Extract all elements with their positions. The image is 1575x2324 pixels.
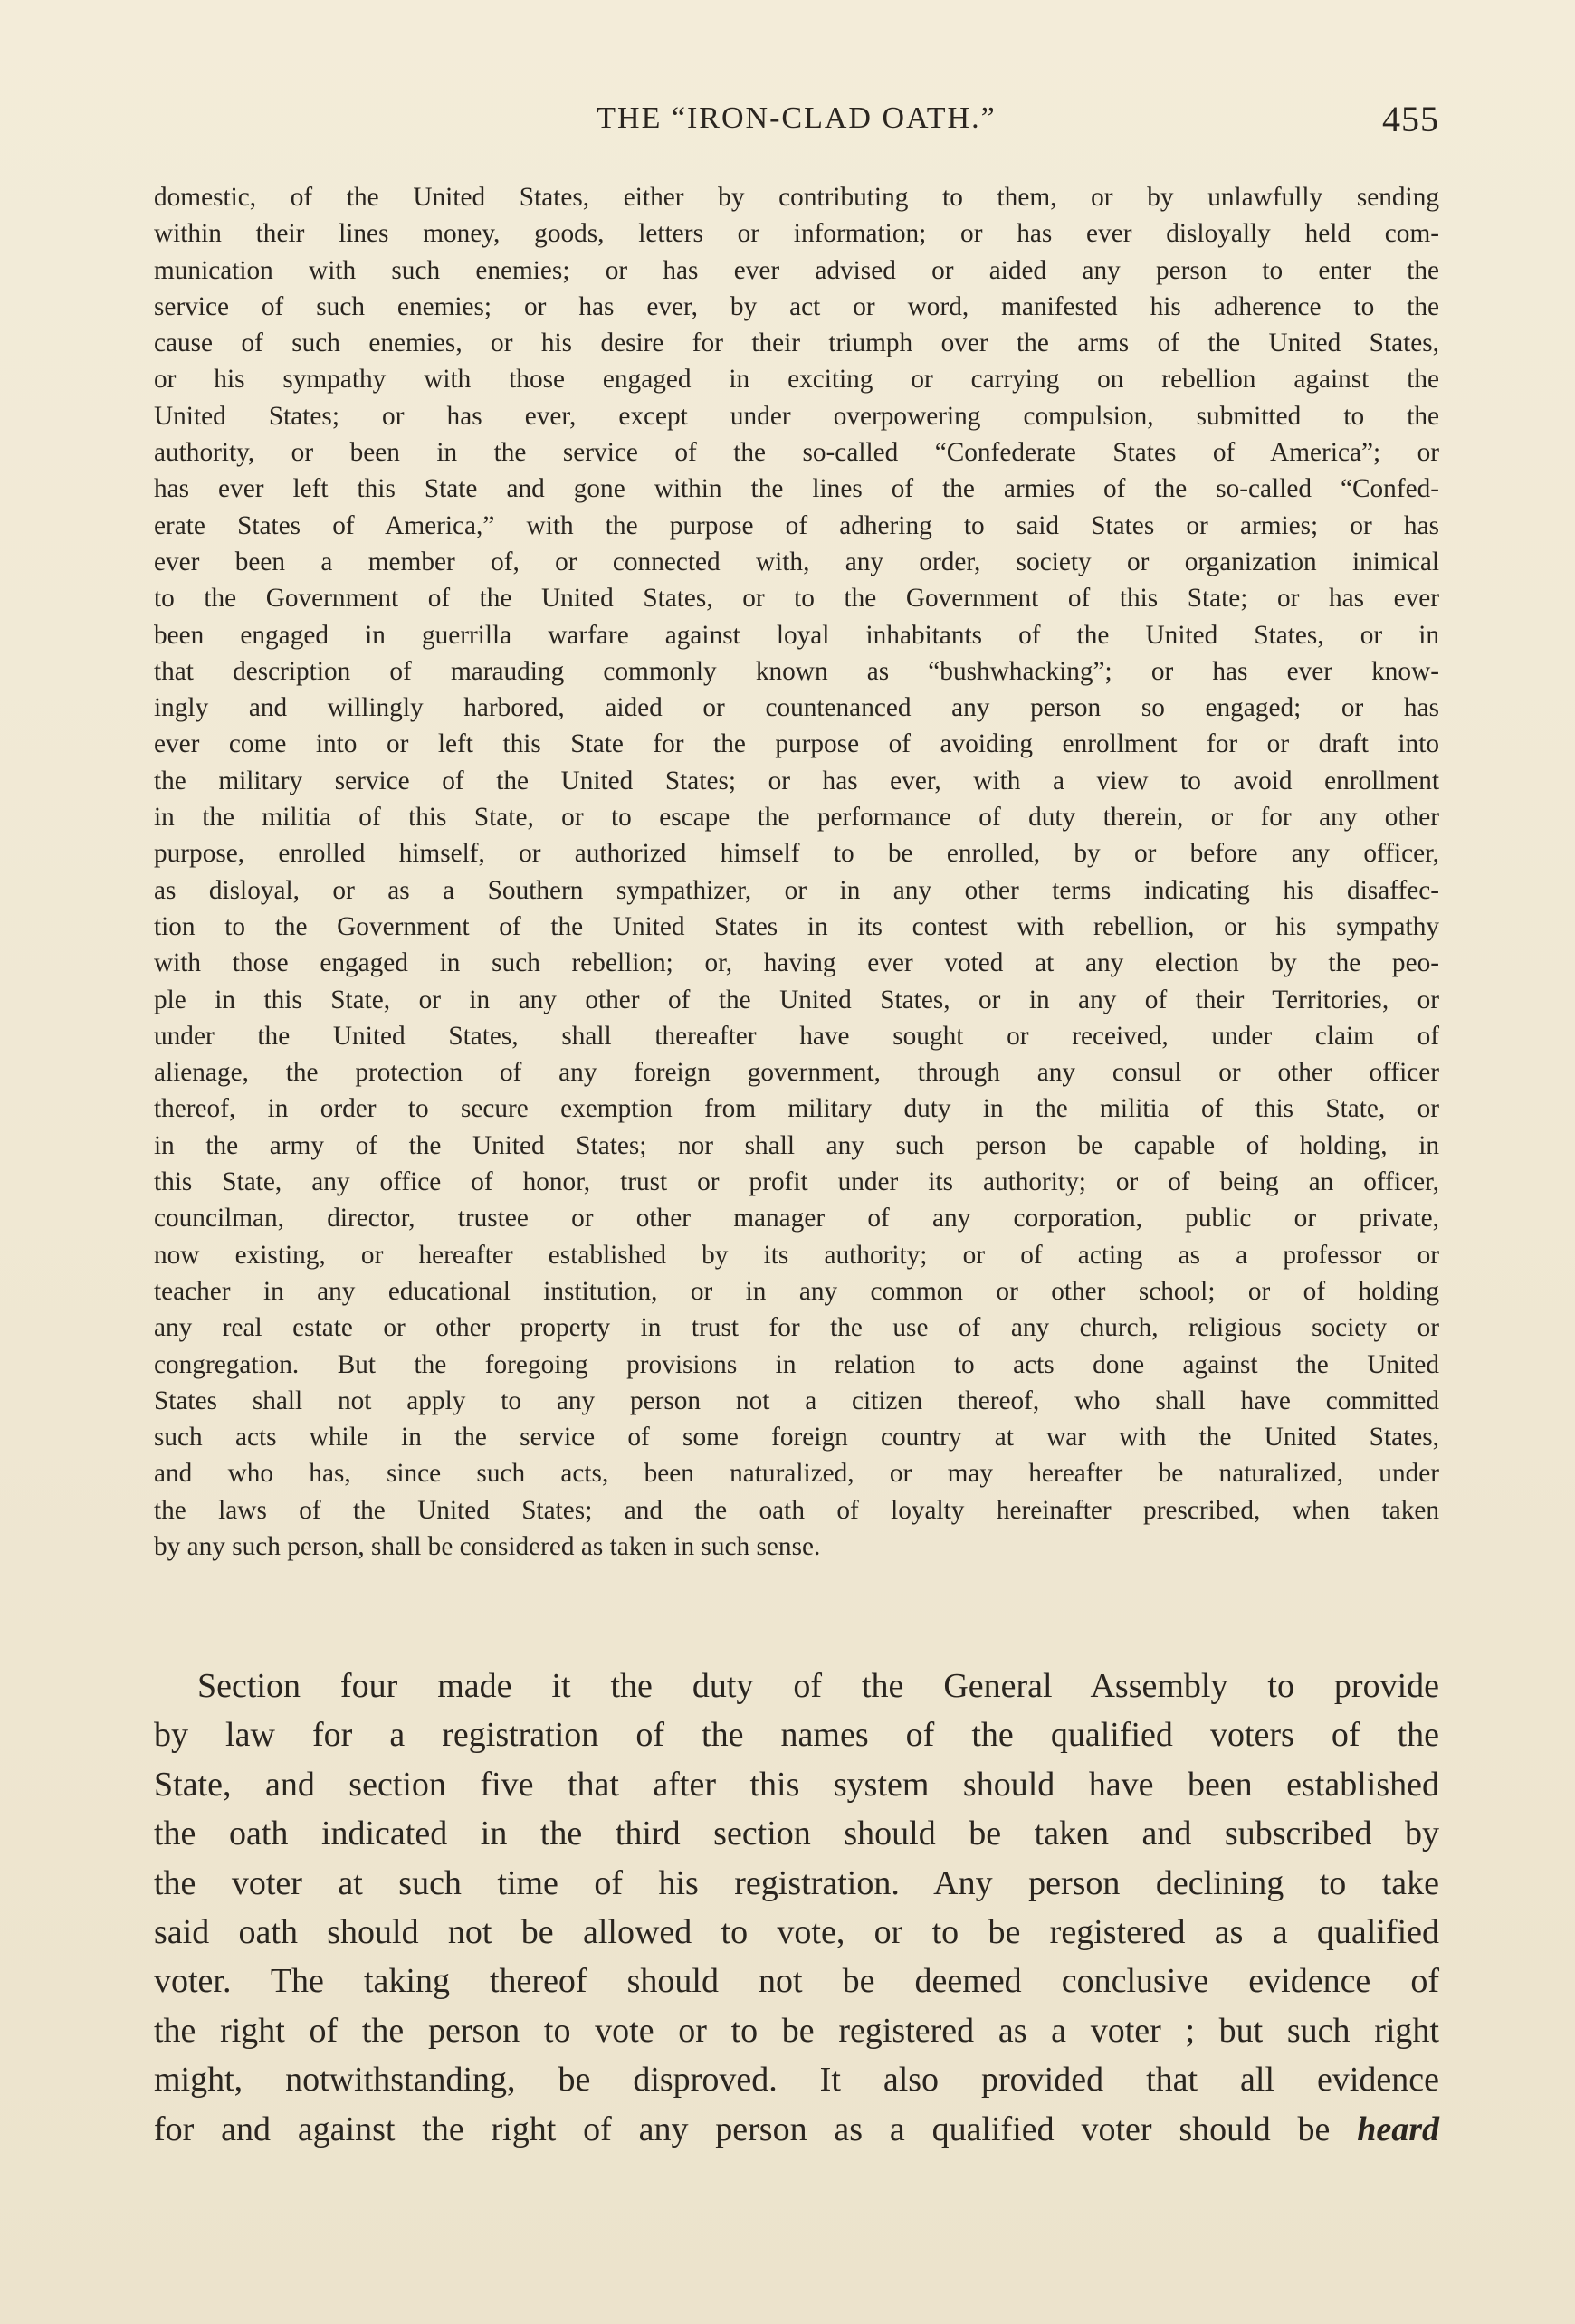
page-header <box>154 101 1439 156</box>
quote-line: authority, or been in the service of the so-called “Confederate States of America”; or <box>154 438 1439 468</box>
quote-line: ingly and willingly harbored, aided or countenanced any person so engaged; or has <box>154 693 1439 723</box>
quoted-constitution-text <box>154 179 1439 1565</box>
body-line: voter. The taking thereof should not be deemed conclusive evidence of <box>154 1962 1439 2001</box>
quote-line: thereof, in order to secure exemption from military duty in the militia of this State, or <box>154 1094 1439 1124</box>
quote-line: domestic, of the United States, either by contributing to them, or by unlawfully sending <box>154 183 1439 212</box>
quote-line: this State, any office of honor, trust or profit under its authority; or of being an officer, <box>154 1167 1439 1197</box>
quote-line: tion to the Government of the United States in its contest with rebellion, or his sympathy <box>154 911 1439 941</box>
running-head: THE “IRON-CLAD OATH.” <box>597 101 997 135</box>
quote-line: and who has, since such acts, been naturalized, or may hereafter be naturalized, under <box>154 1459 1439 1489</box>
quote-line: teacher in any educational institution, or in any common or other school; or of holding <box>154 1276 1439 1306</box>
quote-line: has ever left this State and gone within the lines of the armies of the so-called “Confed- <box>154 474 1439 504</box>
quote-line: under the United States, shall thereafter have sought or received, under claim of <box>154 1021 1439 1051</box>
quote-line: United States; or has ever, except under overpowering compulsion, submitted to the <box>154 401 1439 431</box>
quote-line: that description of marauding commonly known as “bushwhacking”; or has ever know- <box>154 656 1439 686</box>
quote-line: ever come into or left this State for the purpose of avoiding enrollment for or draft into <box>154 729 1439 759</box>
quote-line: erate States of America,” with the purpose of adhering to said States or armies; or has <box>154 510 1439 540</box>
quote-line: congregation. But the foregoing provisions in relation to acts done against the United <box>154 1349 1439 1379</box>
body-line-final-text: for and against the right of any person as a qualified voter should be <box>154 2110 1331 2148</box>
quote-line: as disloyal, or as a Southern sympathizer, or in any other terms indicating his disaffec- <box>154 875 1439 905</box>
body-line: State, and section five that after this system should have been established <box>154 1765 1439 1804</box>
body-line-final <box>154 2105 1439 2154</box>
quote-line: in the militia of this State, or to escape the performance of duty therein, or for any other <box>154 803 1439 833</box>
quote-line: any real estate or other property in trust for the use of any church, religious society or <box>154 1313 1439 1343</box>
quote-line: with those engaged in such rebellion; or, having ever voted at any election by the peo- <box>154 948 1439 978</box>
quote-line: service of such enemies; or has ever, by act or word, manifested his adherence to the <box>154 291 1439 321</box>
body-line: the oath indicated in the third section should be taken and subscribed by <box>154 1814 1439 1853</box>
quote-line: the laws of the United States; and the oath of loyalty hereinafter prescribed, when taken <box>154 1495 1439 1525</box>
body-line: might, notwithstanding, be disproved. It also provided that all evidence <box>154 2061 1439 2100</box>
body-paragraph <box>154 1662 1439 2154</box>
page-number: 455 <box>1382 99 1439 139</box>
quote-line: purpose, enrolled himself, or authorized himself to be enrolled, by or before any officer, <box>154 839 1439 869</box>
quote-line: to the Government of the United States, or to the Government of this State; or has ever <box>154 584 1439 614</box>
quote-line: States shall not apply to any person not a citizen thereof, who shall have committed <box>154 1386 1439 1415</box>
quote-line: or his sympathy with those engaged in exciting or carrying on rebellion against the <box>154 365 1439 395</box>
body-line: Section four made it the duty of the General Assembly to provide <box>197 1667 1439 1705</box>
body-line: the right of the person to vote or to be registered as a voter ; but such right <box>154 2011 1439 2050</box>
quote-line: cause of such enemies, or his desire for their triumph over the arms of the United States, <box>154 329 1439 358</box>
quote-line: ple in this State, or in any other of the United States, or in any of their Territories, or <box>154 985 1439 1014</box>
quote-line: in the army of the United States; nor shall any such person be capable of holding, in <box>154 1130 1439 1160</box>
quote-line: munication with such enemies; or has ever advised or aided any person to enter the <box>154 255 1439 285</box>
quote-line: alienage, the protection of any foreign government, through any consul or other officer <box>154 1058 1439 1088</box>
quote-line: by any such person, shall be considered as taken in such sense. <box>154 1531 821 1561</box>
quote-line: within their lines money, goods, letters or information; or has ever disloyally held com- <box>154 219 1439 249</box>
quote-line: such acts while in the service of some foreign country at war with the United States, <box>154 1423 1439 1452</box>
quote-line: ever been a member of, or connected with, any order, society or organization inimical <box>154 547 1439 576</box>
emphasized-word: heard <box>1357 2110 1440 2148</box>
quote-line: councilman, director, trustee or other manager of any corporation, public or private, <box>154 1204 1439 1233</box>
body-line: the voter at such time of his registration. Any person declining to take <box>154 1863 1439 1902</box>
quote-line: been engaged in guerrilla warfare against loyal inhabitants of the United States, or in <box>154 620 1439 650</box>
quote-line: now existing, or hereafter established by its authority; or of acting as a professor or <box>154 1240 1439 1270</box>
body-line: by law for a registration of the names of the qualified voters of the <box>154 1716 1439 1755</box>
body-line: said oath should not be allowed to vote, or to be registered as a qualified <box>154 1913 1439 1952</box>
quote-line: the military service of the United States; or has ever, with a view to avoid enrollment <box>154 766 1439 795</box>
